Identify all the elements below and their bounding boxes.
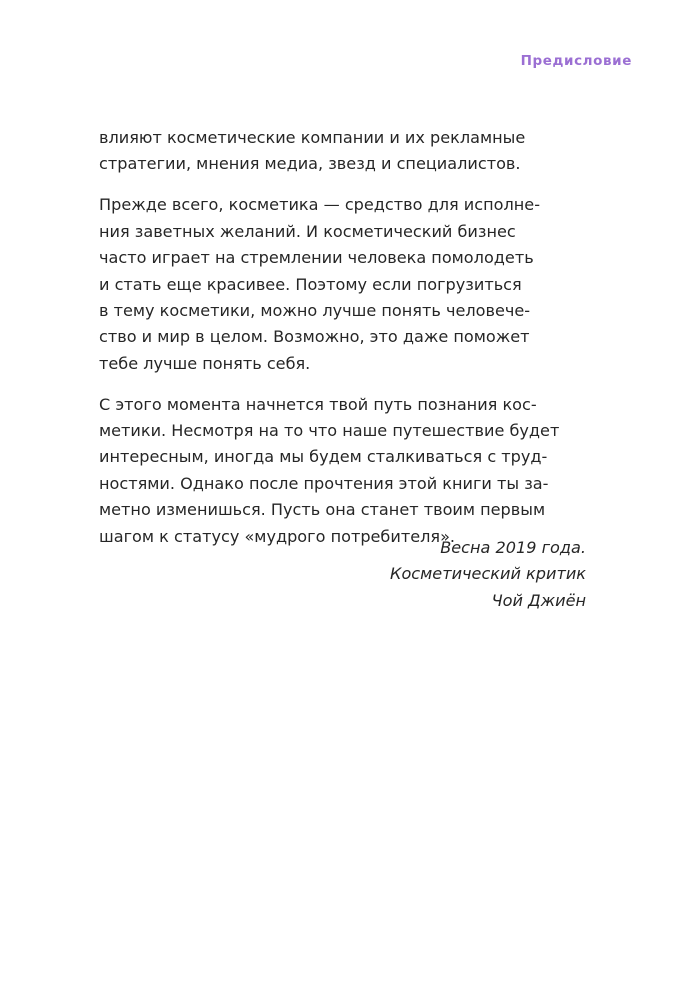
text-line: и стать еще красивее. Поэтому если погрузиться — [99, 274, 522, 294]
text-line: ностями. Однако после прочтения этой книги ты за- — [99, 473, 549, 493]
signature-date: Весна 2019 года. — [440, 538, 586, 557]
text-line: тебе лучше понять себя. — [99, 353, 311, 373]
paragraph-2 — [99, 192, 591, 377]
text-line: С этого момента начнется твой путь познания кос- — [99, 394, 537, 414]
text-line: метно изменишься. Пусть она станет твоим первым — [99, 500, 546, 520]
text-line: часто играет на стремлении человека помолодеть — [99, 248, 534, 268]
signature-block — [390, 535, 586, 614]
paragraph-3 — [99, 392, 591, 550]
text-line: интересным, иногда мы будем сталкиваться с труд- — [99, 447, 548, 467]
paragraph-1 — [99, 125, 591, 178]
body-text — [99, 125, 591, 565]
text-line: влияют косметические компании и их рекламные — [99, 128, 526, 147]
signature-role: Косметический критик — [390, 564, 586, 584]
signature-author: Чой Джиён — [491, 590, 586, 610]
text-line: в тему косметики, можно лучше понять человече- — [99, 300, 531, 320]
text-line: Прежде всего, косметика — средство для исполне- — [99, 195, 540, 215]
text-line: шагом к статусу «мудрого потребителя». — [99, 526, 456, 546]
text-line: метики. Несмотря на то что наше путешествие будет — [99, 421, 560, 441]
text-line: ство и мир в целом. Возможно, это даже поможет — [99, 327, 530, 347]
text-line: стратегии, мнения медиа, звезд и специалистов. — [99, 154, 521, 174]
running-header: Предисловие — [520, 53, 632, 69]
text-line: ния заветных желаний. И косметический бизнес — [99, 221, 516, 241]
